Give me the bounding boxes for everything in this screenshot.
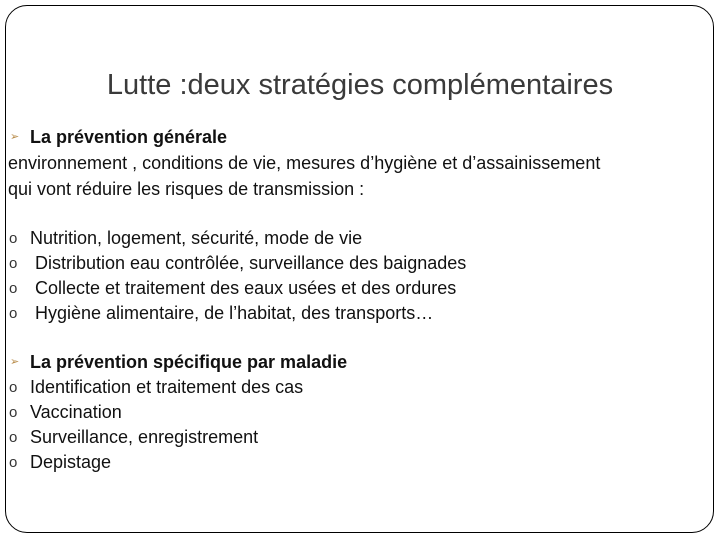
section1-item: Nutrition, logement, sécurité, mode de vie [30, 228, 363, 248]
section2-item: Depistage [30, 452, 112, 472]
circle-bullet-icon: o [9, 230, 18, 247]
section1-item: Distribution eau contrôlée, surveillance des baignades [35, 253, 467, 273]
arrow-bullet-icon: ➢ [10, 356, 20, 368]
section1-item: Hygiène alimentaire, de l’habitat, des transports… [35, 303, 434, 323]
slide-title: Lutte :deux stratégies complémentaires [106, 69, 614, 101]
circle-bullet-icon: o [9, 305, 18, 322]
section1-intro-line2: qui vont réduire les risques de transmission : [8, 179, 365, 199]
section2-heading: La prévention spécifique par maladie [30, 352, 348, 372]
section1-heading: La prévention générale [30, 127, 228, 147]
section2-item: Identification et traitement des cas [30, 377, 304, 397]
section1-item: Collecte et traitement des eaux usées et des ordures [35, 278, 457, 298]
section2-item: Vaccination [30, 402, 122, 422]
circle-bullet-icon: o [9, 429, 18, 446]
circle-bullet-icon: o [9, 379, 18, 396]
circle-bullet-icon: o [9, 454, 18, 471]
circle-bullet-icon: o [9, 255, 18, 272]
section2-item: Surveillance, enregistrement [30, 427, 259, 447]
circle-bullet-icon: o [9, 280, 18, 297]
circle-bullet-icon: o [9, 404, 18, 421]
section1-intro-line1: environnement , conditions de vie, mesures d’hygiène et d’assainissement [8, 153, 601, 173]
arrow-bullet-icon: ➢ [10, 131, 20, 143]
